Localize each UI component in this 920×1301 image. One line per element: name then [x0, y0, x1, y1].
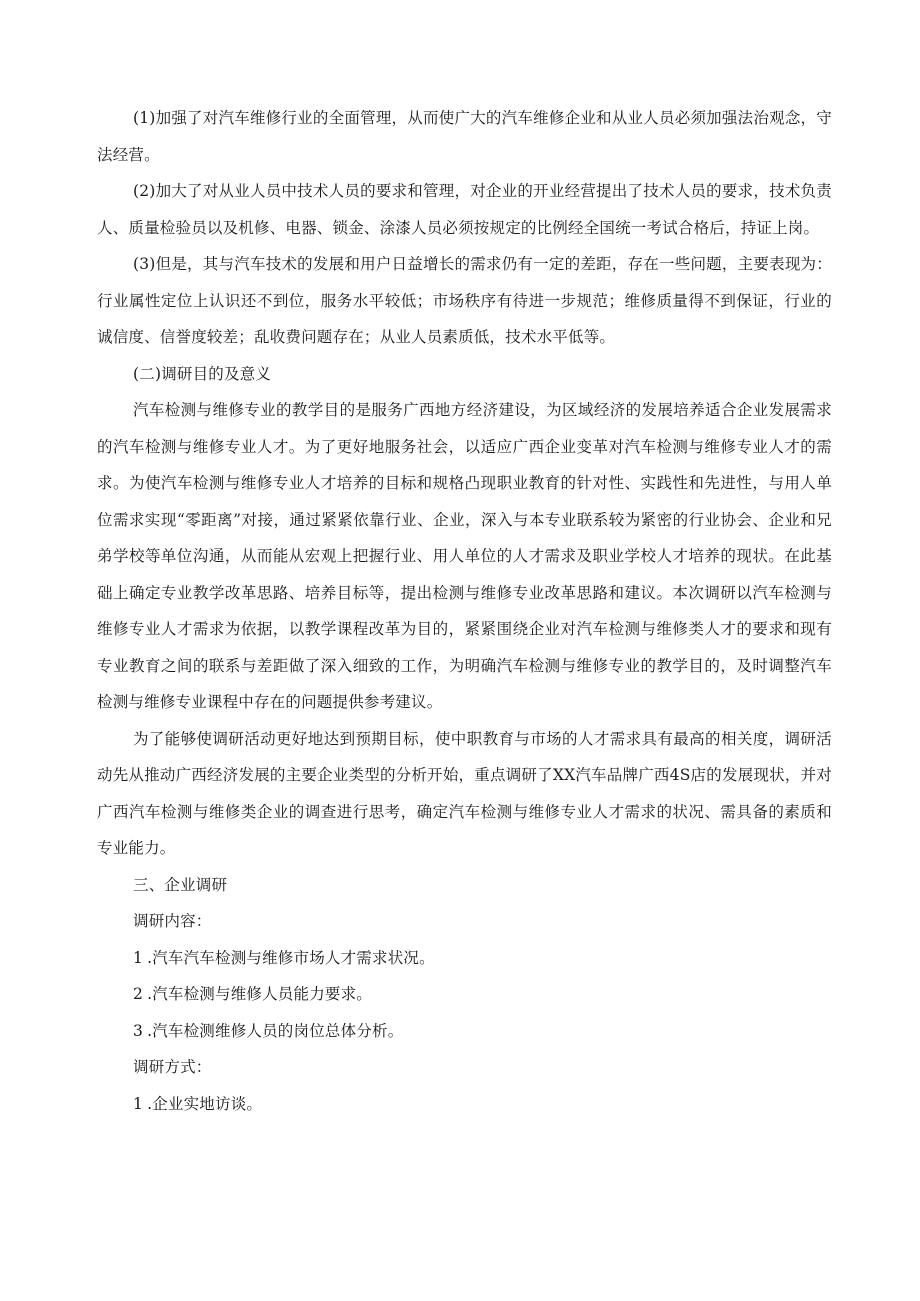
list-item-text: .企业实地访谈。	[147, 1094, 263, 1113]
method-label: 调研方式：	[133, 1058, 212, 1076]
content-label: 调研内容：	[133, 912, 212, 930]
paragraph-purpose-2: 为了能够使调研活动更好地达到预期目标，使中职教育与市场的人才需求具有最高的相关度，调研活动先从推动广西经济发展的主要企业类型的分析开始，重点调研了XX汽车品牌广西4S店的发展现状，并对广西汽车检测与维修类企业的调查进行思考，确定汽车检测与维修专业人才需求的状况、需具备的素质和专业能力。	[97, 729, 832, 857]
list-item-text: .汽车汽车检测与维修市场人才需求状况。	[147, 948, 435, 967]
list-item-text: .汽车检测与维修人员能力要求。	[147, 985, 372, 1003]
paragraph-purpose-1: 汽车检测与维修专业的教学目的是服务广西地方经济建设，为区域经济的发展培养适合企业发展需求的汽车检测与维修专业人才。为了更好地服务社会，以适应广西企业变革对汽车检测与维修专业人才的需求。为使汽车检测与维修专业人才培养的目标和规格凸现职业教育的针对性、实践性和先进性，与用人单位需求实现“零距离”对接，通过紧紧依靠行业、企业，深入与本专业联系较为紧密的行业协会、企业和兄弟学校等单位沟通，从而能从宏观上把握行业、用人单位的人才需求及职业学校人才培养的现状。在此基础上确定专业教学改革思路、培养目标等，提出检测与维修专业改革思路和建议。本次调研以汽车检测与维修专业人才需求为依据，以教学课程改革为目的，紧紧围绕企业对汽车检测与维修类人才的要求和现有专业教育之间的联系与差距做了深入细致的工作，为明确汽车检测与维修专业的教学目的，及时调整汽车检测与维修专业课程中存在的问题提供参考建议。	[97, 401, 832, 711]
paragraph-point-2: (2)加大了对从业人员中技术人员的要求和管理，对企业的开业经营提出了技术人员的要求，技术负责人、质量检验员以及机修、电器、锁金、涂漆人员必须按规定的比例经全国统一考试合格后，持证上岗。	[97, 182, 832, 237]
paragraph-point-1: (1)加强了对汽车维修行业的全面管理，从而使广大的汽车维修企业和从业人员必须加强法治观念，守法经营。	[97, 109, 832, 164]
section-purpose-title: (二)调研目的及意义	[133, 364, 272, 383]
list-item	[97, 976, 832, 1013]
paragraph-point-3: (3)但是，其与汽车技术的发展和用户日益增长的需求仍有一定的差距，存在一些问题，主要表现为：行业属性定位上认识还不到位，服务水平较低；市场秩序有待进一步规范；维修质量得不到保证，行业的诚信度、信誉度较差；乱收费问题存在；从业人员素质低，技术水平低等。	[97, 255, 832, 346]
section-enterprise-title: 三、企业调研	[133, 875, 228, 894]
list-item	[97, 1086, 832, 1123]
list-item-number: 1	[133, 948, 144, 967]
list-item-number: 3	[133, 1021, 144, 1040]
list-item-number: 1	[133, 1094, 144, 1113]
list-item-text: .汽车检测维修人员的岗位总体分析。	[147, 1021, 404, 1040]
document-page	[97, 100, 832, 1122]
list-item	[97, 1013, 832, 1050]
list-item	[97, 940, 832, 977]
list-item-number: 2	[133, 985, 144, 1003]
